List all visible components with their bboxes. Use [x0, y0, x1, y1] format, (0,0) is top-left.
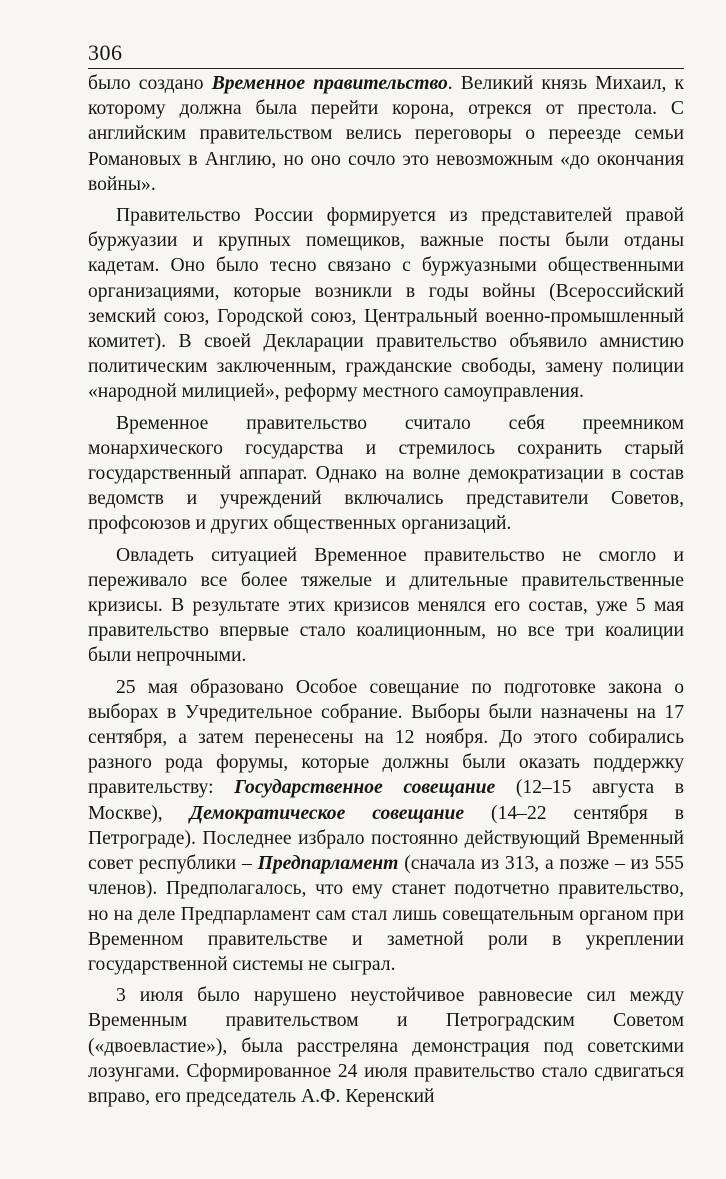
page-number: 306: [88, 40, 684, 69]
paragraph-5: [88, 675, 684, 977]
text-run: Временное правительство считало себя преемником монархического государства и стремилось сохранить старый государственный аппарат. Однако на волне демократизации в состав ведомств и учреждений включались представители Советов, профсоюзов и других общественных организаций.: [88, 412, 684, 535]
emphasized-term: Государственное совещание: [234, 777, 496, 799]
emphasized-term: Демократическое совещание: [189, 802, 465, 824]
text-run: (14–22 сентября в Петрограде). Последнее избрало постоянно действующий Временный совет республики –: [88, 802, 685, 875]
text-run: Правительство России формируется из представителей правой буржуазии и крупных помещиков, важные посты были отданы кадетам. Оно было тесно связано с буржуазными общественными организациями, которые возникли в годы войны (Всероссийский земский союз, Городской союз, Центральный военно-промышленный комитет). В своей Декларации правительство объявило амнистию политическим заключенным, гражданские свободы, замену полиции «народной милицией», реформу местного самоуправления.: [88, 205, 684, 403]
paragraph-6: [88, 983, 684, 1109]
text-run: (12–15 августа в Москве),: [88, 777, 684, 824]
text-run: . Великий князь Михаил, к которому должна была перейти корона, отрекся от престола. С английским правительством велись переговоры о переезде семьи Романовых в Англию, но оно сочло это невозможным «до окончания войны».: [88, 73, 684, 195]
emphasized-term: Предпарламент: [257, 853, 399, 875]
paragraph-4: [88, 543, 684, 669]
text-run: 25 мая образовано Особое совещание по подготовке закона о выборах в Учредительное собрание. Выборы были назначены на 17 сентября, а затем перенесены на 12 ноября. До этого собирались разного рода форумы, которые должны были оказать поддержку правительству:: [88, 676, 684, 799]
text-run: Овладеть ситуацией Временное правительство не смогло и переживало все более тяжелые и длительные правительственные кризисы. В результате этих кризисов менялся его состав, уже 5 мая правительство впервые стало коалиционным, но все три коалиции были непрочными.: [88, 544, 684, 667]
text-run: было создано: [88, 73, 212, 94]
text-run: (сначала из 313, а позже – из 555 членов). Предполагалось, что ему станет подотчетно правительство, но на деле Предпарламент сам стал лишь совещательным органом при Временном правительстве и заметной роли в укреплении государственной системы не сыграл.: [88, 853, 684, 975]
paragraph-1: [88, 71, 684, 197]
emphasized-term: Временное правительство: [211, 73, 448, 94]
paragraph-3: [88, 411, 684, 537]
text-run: 3 июля было нарушено неустойчивое равновесие сил между Временным правительством и Петроградским Советом («двоевластие»), была расстреляна демонстрация под советскими лозунгами. Сформированное 24 июля правительство стало сдвигаться вправо, его председатель А.Ф. Керенский: [88, 985, 684, 1107]
paragraph-2: [88, 203, 684, 405]
body-text: [88, 71, 684, 1109]
